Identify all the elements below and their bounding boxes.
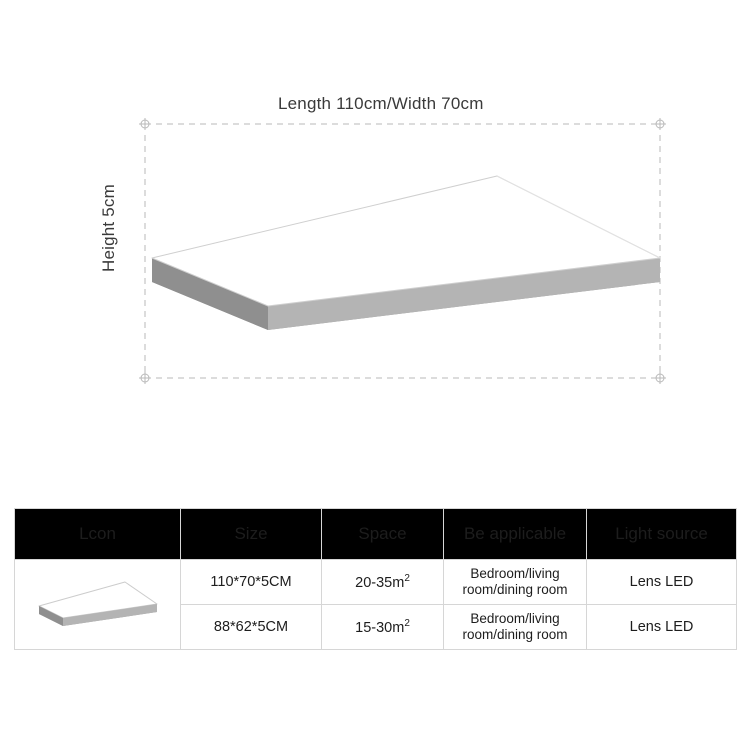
lamp-icon-cell xyxy=(15,560,181,650)
cell-light-source: Lens LED xyxy=(587,560,737,605)
cell-applicable-line2: room/dining room xyxy=(462,627,568,642)
table-row xyxy=(15,560,737,605)
ceiling-lamp-illustration xyxy=(152,176,660,330)
cell-space-value: 20-35 xyxy=(355,574,393,591)
column-header-light-source: Light source xyxy=(587,509,737,560)
length-dimension-label: Length 110cm/Width 70cm xyxy=(278,94,484,113)
column-header-icon: Lcon xyxy=(15,509,181,560)
cell-applicable-line1: Bedroom/living xyxy=(470,566,560,581)
column-header-size: Size xyxy=(181,509,322,560)
cell-applicable-line1: Bedroom/living xyxy=(470,611,560,626)
specification-table xyxy=(14,508,737,650)
cell-applicable xyxy=(444,605,587,650)
height-dimension-label: Height 5cm xyxy=(99,184,118,272)
column-header-applicable: Be applicable xyxy=(444,509,587,560)
ceiling-lamp-icon xyxy=(33,574,163,636)
cell-space-exponent: 2 xyxy=(404,573,410,585)
cell-applicable-line2: room/dining room xyxy=(462,582,568,597)
column-header-space: Space xyxy=(322,509,444,560)
cell-space xyxy=(322,605,444,650)
cell-space xyxy=(322,560,444,605)
cell-space-unit: m xyxy=(392,619,405,636)
cell-applicable xyxy=(444,560,587,605)
table-header-row xyxy=(15,509,737,560)
cell-light-source: Lens LED xyxy=(587,605,737,650)
cell-size: 88*62*5CM xyxy=(181,605,322,650)
cell-space-value: 15-30 xyxy=(355,619,393,636)
cell-size: 110*70*5CM xyxy=(181,560,322,605)
cell-space-unit: m xyxy=(392,574,405,591)
cell-space-exponent: 2 xyxy=(404,618,410,630)
